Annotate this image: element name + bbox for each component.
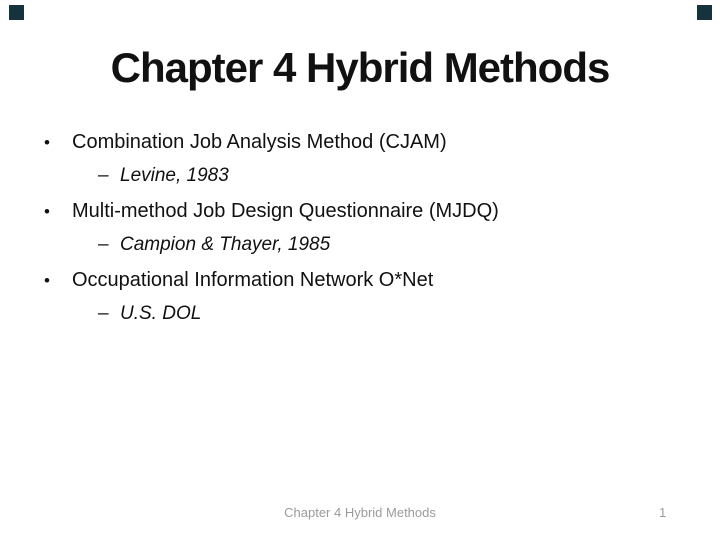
bullet-item <box>0 129 690 156</box>
slide-title: Chapter 4 Hybrid Methods <box>110 44 610 91</box>
dash-bullet-icon: – <box>98 165 109 186</box>
sub-bullet-text: Campion & Thayer, 1985 <box>120 234 331 255</box>
dash-bullet-icon: – <box>98 234 109 255</box>
page-number: 1 <box>659 505 667 520</box>
sub-bullet-text: Levine, 1983 <box>120 165 229 186</box>
corner-decoration-right <box>697 5 712 20</box>
dash-bullet-icon: – <box>98 303 109 324</box>
sub-bullet-text: U.S. DOL <box>120 303 202 324</box>
sub-bullet-item <box>0 302 690 326</box>
footer-slide-title: Chapter 4 Hybrid Methods <box>284 505 436 520</box>
sub-bullet-item <box>0 233 690 257</box>
bullet-item <box>0 267 690 294</box>
corner-decoration-left <box>9 5 24 20</box>
bullet-text: Combination Job Analysis Method (CJAM) <box>72 131 447 153</box>
sub-bullet-item <box>0 164 690 188</box>
slide-body <box>0 129 690 326</box>
bullet-dot-icon: • <box>44 202 50 221</box>
bullet-text: Multi-method Job Design Questionnaire (MJDQ) <box>72 200 499 222</box>
bullet-item <box>0 198 690 225</box>
bullet-dot-icon: • <box>44 271 50 290</box>
bullet-text: Occupational Information Network O*Net <box>72 269 434 291</box>
bullet-dot-icon: • <box>44 133 50 152</box>
